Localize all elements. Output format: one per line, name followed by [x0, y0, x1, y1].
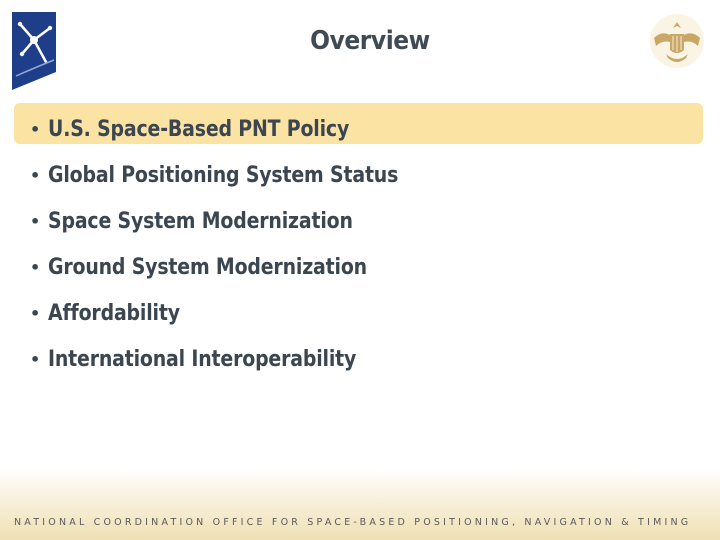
bullet-dot-icon: • — [30, 303, 41, 323]
bullet-item-ground-modernization — [30, 244, 455, 290]
bullet-item-pnt-policy — [30, 106, 455, 152]
bullet-dot-icon: • — [30, 211, 41, 231]
bullet-text: International Interoperability — [48, 346, 357, 372]
bullet-dot-icon: • — [30, 257, 41, 277]
bullet-dot-icon: • — [30, 349, 41, 369]
us-seal-icon — [648, 12, 706, 70]
bullet-item-gps-status — [30, 152, 455, 198]
slide-title: Overview — [310, 26, 430, 56]
bullet-text: Global Positioning System Status — [48, 162, 399, 188]
footer-band — [0, 470, 720, 540]
bullet-text: U.S. Space-Based PNT Policy — [48, 116, 350, 142]
footer-text: NATIONAL COORDINATION OFFICE FOR SPACE-BASED POSITIONING, NAVIGATION & TIMING — [14, 517, 692, 528]
bullet-text: Ground System Modernization — [48, 254, 367, 280]
bullet-text: Space System Modernization — [48, 208, 353, 234]
bullet-text: Affordability — [48, 300, 180, 326]
bullet-dot-icon: • — [30, 119, 41, 139]
bullet-dot-icon: • — [30, 165, 41, 185]
bullet-list — [30, 106, 455, 382]
bullet-item-space-modernization — [30, 198, 455, 244]
bullet-item-interoperability — [30, 336, 455, 382]
bullet-item-affordability — [30, 290, 455, 336]
